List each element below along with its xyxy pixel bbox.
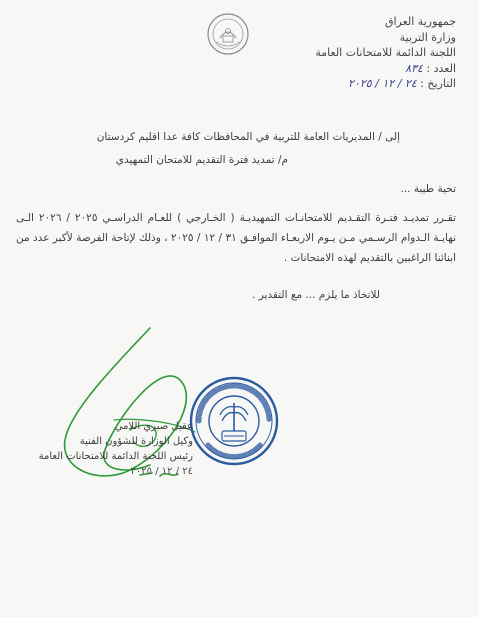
body-paragraph: تقـرر تمديـد فتـرة التقـديم للامتحانـات التمهيديـة ( الخـارجي ) للعـام الدراسـي ٢٠٢٥ / ٢٠٢٦ الـى نهايـة الـدوام الرسـمي مـن يـوم الاربعـاء الموافـق ٣١ / ١٢ / ٢٠٢٥ ، وذلك لإتاحة الفرصة لأكبر عدد من ابنائنا الراغبين بالتقديم لهذه الامتحانات .: [16, 212, 457, 264]
header-number: [256, 61, 456, 77]
date-value: ٢٤ / ١٢ / ٢٠٢٥: [348, 77, 417, 90]
letter-subject: م/ تمديد فترة التقديم للامتحان التمهيدي: [115, 154, 288, 166]
ministry-emblem-icon: [206, 12, 250, 56]
letter-header: [256, 14, 456, 92]
signer-committee-title: رئيس اللجنة الدائمة للامتحانات العامة: [38, 451, 193, 462]
letter-addressee: إلى / المديريات العامة للتربية في المحافظات كافة عدا اقليم كردستان: [96, 131, 400, 143]
number-value: ٨٣٤: [405, 61, 423, 75]
header-ministry: وزارة التربية: [399, 30, 456, 44]
signer-title: وكيل الوزارة للشؤون الفنية: [79, 436, 193, 447]
letter-closing: للاتخاذ ما يلزم ... مع التقدير .: [252, 289, 380, 301]
signature-block: [38, 419, 193, 479]
header-committee: اللجنة الدائمة للامتحانات العامة: [315, 46, 456, 59]
letter-body: [16, 208, 456, 268]
header-republic: جمهورية العراق: [384, 15, 456, 28]
signer-name: عقيل صبري اللامي: [114, 421, 193, 432]
official-seal-icon: [188, 375, 280, 467]
signature-date: ٢٤ / ١٢ / ٢٠٢٥: [130, 466, 193, 477]
number-label: العدد :: [426, 61, 456, 75]
header-date: [256, 76, 456, 92]
date-label: التاريخ :: [420, 77, 456, 90]
letter-greeting: تحية طيبة ...: [400, 183, 456, 195]
